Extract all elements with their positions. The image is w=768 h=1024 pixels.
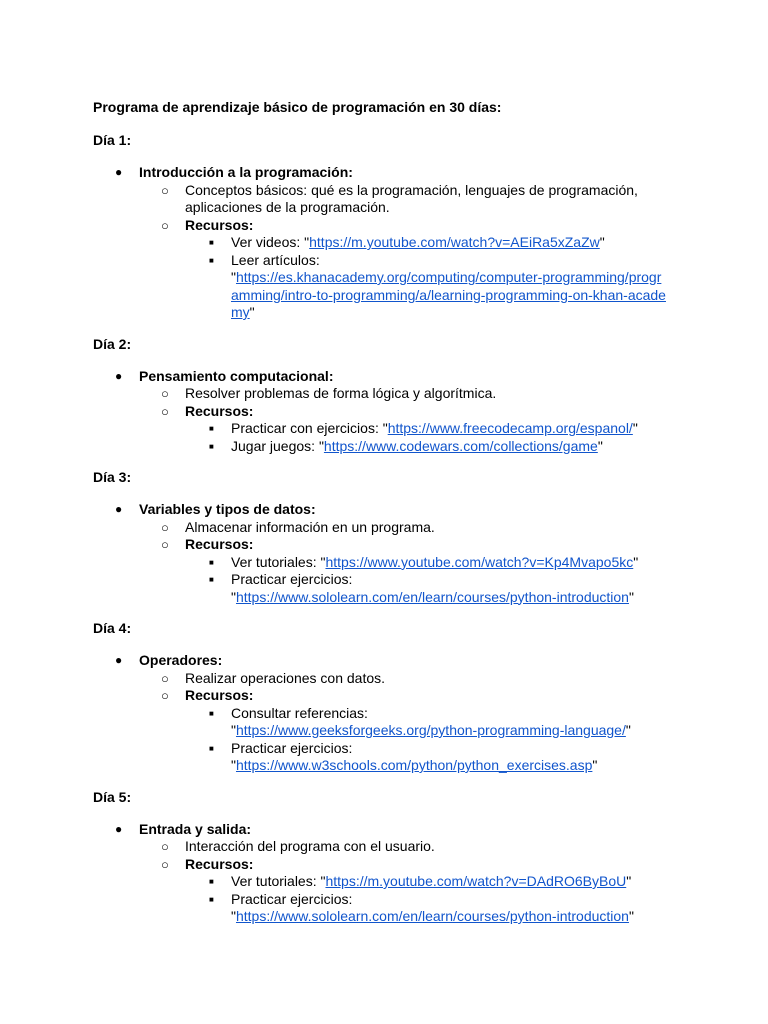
document-page <box>93 98 693 926</box>
resources-label: Recursos: <box>185 536 254 552</box>
resource-prefix: Ver videos: " <box>231 234 310 250</box>
bullet-circle-icon: ○ <box>161 856 169 872</box>
description-text: Realizar operaciones con datos. <box>185 669 386 686</box>
resource-prefix: Practicar ejercicios: <box>231 739 353 756</box>
description-item <box>139 182 645 217</box>
bullet-square-icon: ■ <box>209 743 214 753</box>
resource-suffix: " <box>249 304 255 320</box>
day-section <box>93 788 693 926</box>
resource-item <box>185 740 671 775</box>
resource-prefix: Ver tutoriales: " <box>231 873 326 889</box>
resource-link[interactable]: https://www.sololearn.com/en/learn/courses/python-introduction <box>235 588 629 605</box>
resource-suffix: " <box>599 234 605 250</box>
resource-suffix: " <box>628 908 634 924</box>
bullet-square-icon: ■ <box>209 575 214 584</box>
bullet-disc-icon: ● <box>115 502 123 516</box>
open-quote: " <box>231 757 236 773</box>
resource-link-line <box>231 589 671 607</box>
topic-item <box>93 368 693 386</box>
description-item <box>139 385 645 403</box>
bullet-disc-icon: ● <box>115 821 123 836</box>
resource-link[interactable]: https://www.sololearn.com/en/learn/courses/python-introduction <box>235 908 629 924</box>
topic-item <box>93 652 693 670</box>
day-heading: Día 2: <box>93 335 132 352</box>
resource-link-line <box>231 722 671 740</box>
bullet-circle-icon: ○ <box>161 537 169 552</box>
topic-label: Variables y tipos de datos: <box>139 501 316 517</box>
day-heading: Día 4: <box>93 620 132 636</box>
bullet-circle-icon: ○ <box>161 839 169 854</box>
resources-label: Recursos: <box>185 216 254 233</box>
resources-item <box>139 536 693 554</box>
resource-suffix: " <box>597 437 603 454</box>
resources-item <box>139 687 693 705</box>
open-quote: " <box>231 908 236 924</box>
resource-suffix: " <box>628 588 634 605</box>
open-quote: " <box>231 588 236 605</box>
resource-prefix: Practicar ejercicios: <box>231 571 353 587</box>
description-text: Resolver problemas de forma lógica y algorítmica. <box>185 385 497 401</box>
resource-suffix: " <box>633 553 639 570</box>
description-text: Interacción del programa con el usuario. <box>185 838 435 854</box>
topic-item <box>93 164 693 182</box>
resource-suffix: " <box>625 722 631 738</box>
resource-item <box>185 554 671 572</box>
bullet-circle-icon: ○ <box>161 217 169 233</box>
resource-link[interactable]: https://es.khanacademy.org/computing/computer-programming/progr <box>235 269 662 285</box>
resource-prefix: Jugar juegos: " <box>231 437 324 454</box>
topic-label: Pensamiento computacional: <box>139 367 334 384</box>
description-text: Conceptos básicos: qué es la programación, lenguajes de programación, aplicaciones de la programación. <box>185 181 638 215</box>
bullet-square-icon: ■ <box>209 238 214 247</box>
resources-label: Recursos: <box>185 687 254 703</box>
resource-item <box>185 891 671 926</box>
resource-prefix: Leer artículos: <box>231 251 320 268</box>
topic-label: Entrada y salida: <box>139 820 252 837</box>
resource-prefix: Practicar ejercicios: <box>231 890 353 907</box>
resources-label: Recursos: <box>185 402 254 419</box>
resources-item <box>139 217 693 235</box>
resource-item <box>185 234 671 252</box>
resource-link[interactable]: amming/intro-to-programming/a/learning-programming-on-khan-acade <box>231 286 666 303</box>
resource-prefix: Ver tutoriales: " <box>231 553 326 570</box>
day-section <box>93 335 693 456</box>
bullet-circle-icon: ○ <box>161 386 169 401</box>
resource-suffix: " <box>626 873 632 889</box>
resource-link[interactable]: https://www.w3schools.com/python/python_exercises.asp <box>235 757 593 773</box>
resource-link[interactable]: https://www.codewars.com/collections/game <box>323 437 598 454</box>
bullet-circle-icon: ○ <box>161 182 169 198</box>
resource-suffix: " <box>632 420 638 436</box>
bullet-square-icon: ■ <box>209 441 214 451</box>
resource-suffix: " <box>592 757 598 773</box>
bullet-disc-icon: ● <box>115 165 123 179</box>
bullet-circle-icon: ○ <box>161 670 169 686</box>
document-title: Programa de aprendizaje básico de programación en 30 días: <box>93 99 502 115</box>
bullet-circle-icon: ○ <box>161 519 169 535</box>
bullet-square-icon: ■ <box>209 424 214 433</box>
topic-label: Operadores: <box>139 652 223 668</box>
bullet-square-icon: ■ <box>209 877 214 886</box>
resource-item <box>185 705 671 740</box>
resource-item <box>185 420 671 438</box>
resource-link-line <box>231 757 671 775</box>
resources-label: Recursos: <box>185 855 254 872</box>
resource-link-line <box>231 304 671 322</box>
day-section <box>93 619 693 775</box>
resource-item <box>185 252 671 322</box>
bullet-disc-icon: ● <box>115 368 123 383</box>
bullet-square-icon: ■ <box>209 557 214 567</box>
description-item <box>139 838 645 856</box>
resource-item <box>185 873 671 891</box>
resource-link-line <box>231 287 671 305</box>
resource-item <box>185 571 671 606</box>
resource-item <box>185 438 671 456</box>
description-item <box>139 670 645 688</box>
resource-link-line <box>231 269 671 287</box>
bullet-square-icon: ■ <box>209 708 214 718</box>
resources-item <box>139 403 693 421</box>
resource-prefix: Practicar con ejercicios: " <box>231 420 388 436</box>
bullet-square-icon: ■ <box>209 255 214 265</box>
resource-link[interactable]: https://www.youtube.com/watch?v=Kp4Mvapo5kc <box>325 553 634 570</box>
resources-item <box>139 856 693 874</box>
resource-link[interactable]: https://www.freecodecamp.org/espanol/ <box>387 420 633 436</box>
topic-item <box>93 501 693 519</box>
resource-link[interactable]: https://m.youtube.com/watch?v=AEiRa5xZaZw <box>309 234 600 250</box>
topic-item <box>93 821 693 839</box>
day-section <box>93 468 693 606</box>
bullet-circle-icon: ○ <box>161 688 169 703</box>
resource-prefix: Consultar referencias: <box>231 704 368 721</box>
resource-link[interactable]: https://m.youtube.com/watch?v=DAdRO6ByBoU <box>325 873 627 889</box>
day-heading: Día 5: <box>93 788 132 805</box>
resource-link[interactable]: my <box>231 304 250 320</box>
open-quote: " <box>231 722 236 738</box>
bullet-circle-icon: ○ <box>161 403 169 419</box>
topic-label: Introducción a la programación: <box>139 164 353 180</box>
bullet-square-icon: ■ <box>209 894 214 904</box>
resource-link-line <box>231 908 671 926</box>
open-quote: " <box>231 269 236 285</box>
description-item <box>139 519 645 537</box>
day-heading: Día 3: <box>93 469 132 485</box>
bullet-disc-icon: ● <box>115 653 123 667</box>
day-section <box>93 131 693 322</box>
resource-link[interactable]: https://www.geeksforgeeks.org/python-programming-language/ <box>235 722 626 738</box>
days-list <box>93 131 693 926</box>
day-heading: Día 1: <box>93 132 132 148</box>
description-text: Almacenar información en un programa. <box>185 518 435 535</box>
